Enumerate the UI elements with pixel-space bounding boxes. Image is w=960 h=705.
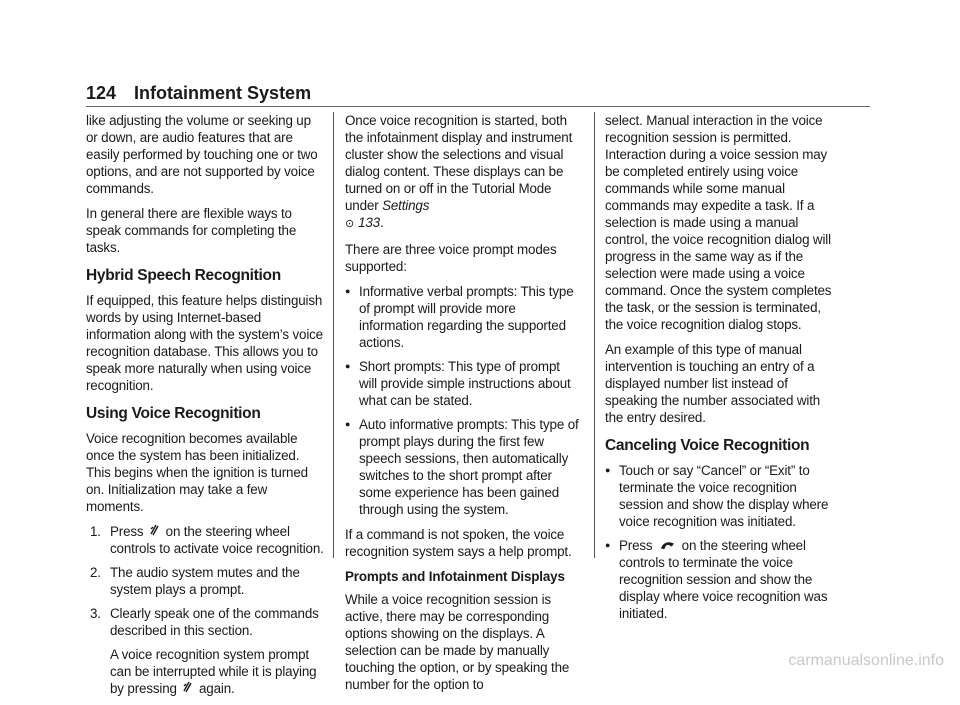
section-heading-cancel: Canceling Voice Recognition — [605, 437, 810, 454]
subheading-prompts: Prompts and Infotainment Displays — [345, 569, 565, 584]
paragraph: If a command is not spoken, the voice recognition system says a help prompt. — [345, 527, 572, 559]
cancel-list — [605, 462, 841, 622]
steps-list — [86, 523, 324, 697]
page-header — [86, 80, 876, 106]
voice-command-icon — [183, 680, 192, 697]
column-divider — [594, 112, 595, 558]
end-call-icon — [659, 537, 675, 554]
paragraph: If equipped, this feature helps distinguish words by using Internet-based information along with the system’s voice recognition database. This allows you to speak more naturally when using voice recognition. — [86, 293, 323, 393]
paragraph: Once voice recognition is started, both the infotainment display and instrument cluster show the selections and visual dialog content. These displays can be turned on or off in the Tutorial Mode under Settings ⊙ 133. — [345, 112, 581, 233]
cross-reference: Settings — [382, 198, 430, 213]
section-heading-hybrid: Hybrid Speech Recognition — [86, 267, 281, 284]
paragraph: Voice recognition becomes available once the system has been initialized. This begins when the ignition is turned on. Initialization may take a few moments. — [86, 431, 308, 514]
column-right — [605, 112, 841, 630]
page-title: Infotainment System — [134, 82, 312, 103]
step-note: A voice recognition system prompt can be interrupted while it is playing by pressing again. — [110, 647, 317, 696]
list-item: 2. The audio system mutes and the system plays a prompt. — [90, 565, 300, 597]
step-number: 1. — [90, 524, 101, 539]
paragraph: select. Manual interaction in the voice recognition session is permitted. Interaction during a voice session may be completed entirely using voice commands while some manual commands may expedite a task. If a selection is made using a manual control, the voice recognition dialog will progress in the same way as if the selection were made using a voice command. Once the system completes the task, or the session is terminated, the voice recognition dialog stops. — [605, 113, 832, 332]
column-divider — [333, 112, 334, 558]
section-heading-using: Using Voice Recognition — [86, 405, 261, 422]
column-middle — [345, 112, 581, 701]
list-item: ● Auto informative prompts: This type of prompt plays during the first few speech sessions, then automatically switches to the short prompt after some experience has been gained through using the system. — [345, 416, 581, 518]
watermark: carmanualsonline.info — [788, 652, 944, 669]
page-reference-icon: ⊙ — [345, 218, 355, 230]
page-number: 124 — [86, 82, 117, 103]
step-number: 3. — [90, 606, 101, 621]
list-item: ● Touch or say “Cancel” or “Exit” to terminate the voice recognition session and show the display where voice recognition was initiated. — [605, 462, 841, 530]
step-number: 2. — [90, 565, 101, 580]
prompt-modes-list — [345, 283, 581, 518]
paragraph: An example of this type of manual intervention is touching an entry of a displayed number list instead of speaking the number associated with the entry desired. — [605, 342, 821, 425]
paragraph: While a voice recognition session is active, there may be corresponding options showing on the displays. A selection can be made by manually touching the option, or by speaking the number for the option to — [345, 592, 570, 692]
paragraph: In general there are flexible ways to speak commands for completing the tasks. — [86, 206, 297, 255]
voice-command-icon — [150, 523, 159, 540]
paragraph: There are three voice prompt modes supported: — [345, 242, 557, 274]
list-item: 1. Press on the steering wheel controls to activate voice recognition. — [90, 524, 324, 556]
paragraph: like adjusting the volume or seeking up or down, are audio features that are easily performed by touching one or two options, and are not supported by voice commands. — [86, 113, 318, 196]
list-item: ● Short prompts: This type of prompt will provide simple instructions about what can be stated. — [345, 358, 581, 409]
header-rule — [86, 106, 870, 107]
column-left — [86, 112, 324, 705]
list-item: ● Press on the steering wheel controls to terminate the voice recognition session and show the display where voice recognition was initiated. — [605, 537, 841, 622]
list-item: ● Informative verbal prompts: This type of prompt will provide more information regarding the supported actions. — [345, 283, 581, 351]
page-reference-number: 133 — [358, 215, 380, 230]
list-item: 3. Clearly speak one of the commands described in this section. A voice recognition system prompt can be interrupted while it is playing by pressing again. — [86, 605, 324, 697]
